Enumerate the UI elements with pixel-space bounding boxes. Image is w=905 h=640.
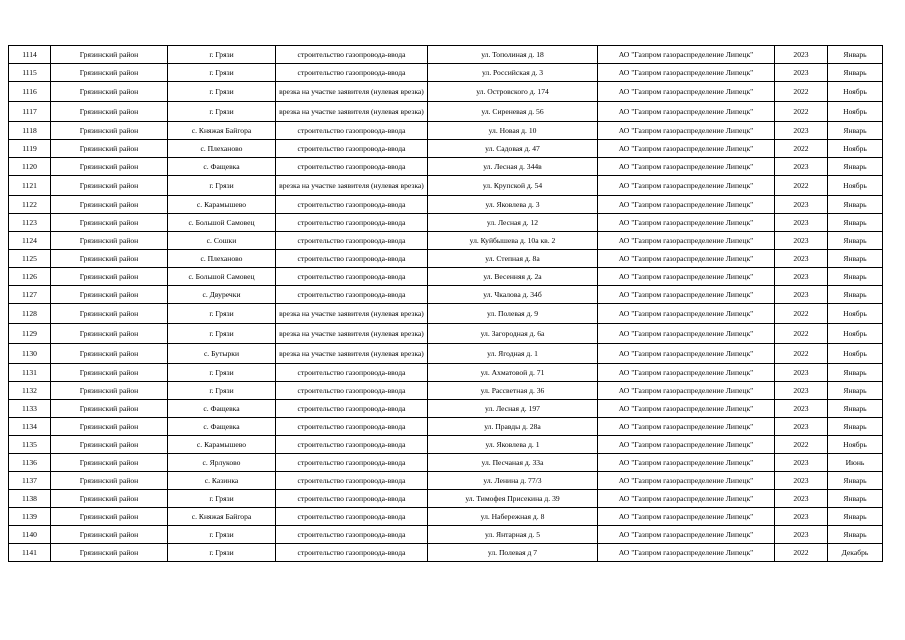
table-row [9,508,883,526]
work-type-cell: строительство газопровода-ввода [276,526,428,544]
work-type-cell: строительство газопровода-ввода [276,250,428,268]
row-number-cell: 1115 [9,64,51,82]
work-type-cell: строительство газопровода-ввода [276,364,428,382]
organization-cell: АО "Газпром газораспределение Липецк" [598,196,775,214]
organization-cell: АО "Газпром газораспределение Липецк" [598,82,775,102]
address-cell: ул. Яковлева д. 3 [428,196,598,214]
table-row [9,64,883,82]
district-cell: Грязинский район [51,158,168,176]
address-cell: ул. Степная д. 8а [428,250,598,268]
settlement-cell: г. Грязи [168,364,276,382]
district-cell: Грязинский район [51,364,168,382]
year-cell: 2023 [775,382,828,400]
month-cell: Январь [828,250,883,268]
district-cell: Грязинский район [51,400,168,418]
year-cell: 2022 [775,140,828,158]
table-row [9,286,883,304]
district-cell: Грязинский район [51,64,168,82]
district-cell: Грязинский район [51,250,168,268]
address-cell: ул. Яковлева д. 1 [428,436,598,454]
district-cell: Грязинский район [51,214,168,232]
row-number-cell: 1120 [9,158,51,176]
address-cell: ул. Набережная д. 8 [428,508,598,526]
year-cell: 2022 [775,324,828,344]
work-type-cell: строительство газопровода-ввода [276,490,428,508]
settlement-cell: с. Сошки [168,232,276,250]
row-number-cell: 1133 [9,400,51,418]
row-number-cell: 1122 [9,196,51,214]
year-cell: 2022 [775,304,828,324]
district-cell: Грязинский район [51,176,168,196]
settlement-cell: г. Грязи [168,304,276,324]
organization-cell: АО "Газпром газораспределение Липецк" [598,176,775,196]
work-type-cell: строительство газопровода-ввода [276,122,428,140]
district-cell: Грязинский район [51,140,168,158]
month-cell: Январь [828,64,883,82]
year-cell: 2023 [775,122,828,140]
row-number-cell: 1121 [9,176,51,196]
year-cell: 2023 [775,508,828,526]
address-cell: ул. Ягодная д. 1 [428,344,598,364]
year-cell: 2023 [775,64,828,82]
address-cell: ул. Лесная д. 12 [428,214,598,232]
month-cell: Январь [828,382,883,400]
month-cell: Январь [828,364,883,382]
gas-connection-table [8,45,883,562]
table-row [9,122,883,140]
table-row [9,158,883,176]
settlement-cell: г. Грязи [168,526,276,544]
district-cell: Грязинский район [51,544,168,562]
settlement-cell: с. Казинка [168,472,276,490]
work-type-cell: врезка на участке заявителя (нулевая врезка) [276,176,428,196]
month-cell: Январь [828,490,883,508]
month-cell: Январь [828,232,883,250]
settlement-cell: с. Большой Самовец [168,214,276,232]
district-cell: Грязинский район [51,490,168,508]
table-row [9,46,883,64]
district-cell: Грязинский район [51,196,168,214]
work-type-cell: врезка на участке заявителя (нулевая врезка) [276,304,428,324]
organization-cell: АО "Газпром газораспределение Липецк" [598,324,775,344]
table-row [9,382,883,400]
table-row [9,232,883,250]
organization-cell: АО "Газпром газораспределение Липецк" [598,232,775,250]
address-cell: ул. Янтарная д. 5 [428,526,598,544]
year-cell: 2023 [775,232,828,250]
table-row [9,344,883,364]
year-cell: 2023 [775,418,828,436]
work-type-cell: строительство газопровода-ввода [276,454,428,472]
year-cell: 2023 [775,158,828,176]
settlement-cell: с. Ярлуково [168,454,276,472]
month-cell: Ноябрь [828,102,883,122]
row-number-cell: 1132 [9,382,51,400]
settlement-cell: с. Княжая Байгора [168,122,276,140]
settlement-cell: г. Грязи [168,176,276,196]
table-row [9,324,883,344]
address-cell: ул. Сиреневая д. 56 [428,102,598,122]
table-row [9,140,883,158]
month-cell: Январь [828,472,883,490]
district-cell: Грязинский район [51,102,168,122]
row-number-cell: 1123 [9,214,51,232]
district-cell: Грязинский район [51,508,168,526]
year-cell: 2023 [775,286,828,304]
table-row [9,490,883,508]
row-number-cell: 1139 [9,508,51,526]
work-type-cell: врезка на участке заявителя (нулевая врезка) [276,102,428,122]
row-number-cell: 1135 [9,436,51,454]
year-cell: 2022 [775,544,828,562]
row-number-cell: 1138 [9,490,51,508]
year-cell: 2022 [775,344,828,364]
settlement-cell: с. Фащевка [168,400,276,418]
organization-cell: АО "Газпром газораспределение Липецк" [598,304,775,324]
year-cell: 2023 [775,250,828,268]
month-cell: Ноябрь [828,176,883,196]
year-cell: 2023 [775,472,828,490]
address-cell: ул. Лесная д. 197 [428,400,598,418]
district-cell: Грязинский район [51,122,168,140]
row-number-cell: 1118 [9,122,51,140]
work-type-cell: строительство газопровода-ввода [276,418,428,436]
month-cell: Январь [828,122,883,140]
row-number-cell: 1119 [9,140,51,158]
district-cell: Грязинский район [51,232,168,250]
work-type-cell: врезка на участке заявителя (нулевая врезка) [276,344,428,364]
row-number-cell: 1127 [9,286,51,304]
work-type-cell: строительство газопровода-ввода [276,196,428,214]
month-cell: Ноябрь [828,436,883,454]
district-cell: Грязинский район [51,526,168,544]
organization-cell: АО "Газпром газораспределение Липецк" [598,382,775,400]
settlement-cell: с. Карамышево [168,436,276,454]
organization-cell: АО "Газпром газораспределение Липецк" [598,102,775,122]
address-cell: ул. Российская д. 3 [428,64,598,82]
organization-cell: АО "Газпром газораспределение Липецк" [598,250,775,268]
organization-cell: АО "Газпром газораспределение Липецк" [598,158,775,176]
row-number-cell: 1131 [9,364,51,382]
table-row [9,526,883,544]
district-cell: Грязинский район [51,324,168,344]
address-cell: ул. Загородная д. 6а [428,324,598,344]
month-cell: Январь [828,214,883,232]
row-number-cell: 1125 [9,250,51,268]
organization-cell: АО "Газпром газораспределение Липецк" [598,418,775,436]
district-cell: Грязинский район [51,82,168,102]
settlement-cell: г. Грязи [168,64,276,82]
work-type-cell: строительство газопровода-ввода [276,508,428,526]
year-cell: 2023 [775,214,828,232]
settlement-cell: г. Грязи [168,324,276,344]
row-number-cell: 1124 [9,232,51,250]
organization-cell: АО "Газпром газораспределение Липецк" [598,454,775,472]
address-cell: ул. Крупской д. 54 [428,176,598,196]
settlement-cell: с. Бутырки [168,344,276,364]
address-cell: ул. Островского д. 174 [428,82,598,102]
table-row [9,82,883,102]
address-cell: ул. Весенняя д. 2а [428,268,598,286]
work-type-cell: строительство газопровода-ввода [276,140,428,158]
row-number-cell: 1129 [9,324,51,344]
organization-cell: АО "Газпром газораспределение Липецк" [598,286,775,304]
work-type-cell: строительство газопровода-ввода [276,214,428,232]
organization-cell: АО "Газпром газораспределение Липецк" [598,122,775,140]
year-cell: 2022 [775,82,828,102]
address-cell: ул. Садовая д. 47 [428,140,598,158]
district-cell: Грязинский район [51,436,168,454]
settlement-cell: г. Грязи [168,82,276,102]
district-cell: Грязинский район [51,286,168,304]
month-cell: Январь [828,508,883,526]
settlement-cell: с. Княжая Байгора [168,508,276,526]
month-cell: Июнь [828,454,883,472]
table-row [9,196,883,214]
address-cell: ул. Правды д. 28а [428,418,598,436]
month-cell: Январь [828,158,883,176]
organization-cell: АО "Газпром газораспределение Липецк" [598,140,775,158]
organization-cell: АО "Газпром газораспределение Липецк" [598,46,775,64]
work-type-cell: строительство газопровода-ввода [276,544,428,562]
settlement-cell: с. Карамышево [168,196,276,214]
year-cell: 2023 [775,490,828,508]
district-cell: Грязинский район [51,46,168,64]
address-cell: ул. Новая д. 10 [428,122,598,140]
work-type-cell: врезка на участке заявителя (нулевая врезка) [276,324,428,344]
district-cell: Грязинский район [51,472,168,490]
row-number-cell: 1116 [9,82,51,102]
year-cell: 2023 [775,526,828,544]
month-cell: Январь [828,400,883,418]
address-cell: ул. Полевая д 7 [428,544,598,562]
address-cell: ул. Ленина д. 77/3 [428,472,598,490]
row-number-cell: 1117 [9,102,51,122]
month-cell: Январь [828,46,883,64]
work-type-cell: строительство газопровода-ввода [276,400,428,418]
district-cell: Грязинский район [51,344,168,364]
table-row [9,268,883,286]
settlement-cell: с. Плеханово [168,140,276,158]
settlement-cell: с. Двуречки [168,286,276,304]
work-type-cell: строительство газопровода-ввода [276,64,428,82]
row-number-cell: 1134 [9,418,51,436]
settlement-cell: с. Фащевка [168,158,276,176]
month-cell: Ноябрь [828,304,883,324]
organization-cell: АО "Газпром газораспределение Липецк" [598,64,775,82]
month-cell: Январь [828,196,883,214]
year-cell: 2023 [775,46,828,64]
year-cell: 2022 [775,176,828,196]
month-cell: Ноябрь [828,82,883,102]
organization-cell: АО "Газпром газораспределение Липецк" [598,436,775,454]
row-number-cell: 1130 [9,344,51,364]
row-number-cell: 1141 [9,544,51,562]
organization-cell: АО "Газпром газораспределение Липецк" [598,472,775,490]
address-cell: ул. Тимофея Присекина д. 39 [428,490,598,508]
table-row [9,454,883,472]
table-row [9,436,883,454]
month-cell: Ноябрь [828,324,883,344]
row-number-cell: 1140 [9,526,51,544]
settlement-cell: г. Грязи [168,382,276,400]
month-cell: Январь [828,286,883,304]
year-cell: 2022 [775,102,828,122]
month-cell: Январь [828,418,883,436]
settlement-cell: с. Фащевка [168,418,276,436]
work-type-cell: строительство газопровода-ввода [276,436,428,454]
month-cell: Ноябрь [828,344,883,364]
settlement-cell: г. Грязи [168,544,276,562]
organization-cell: АО "Газпром газораспределение Липецк" [598,268,775,286]
table-row [9,304,883,324]
address-cell: ул. Ахматовой д. 71 [428,364,598,382]
row-number-cell: 1114 [9,46,51,64]
work-type-cell: строительство газопровода-ввода [276,268,428,286]
year-cell: 2022 [775,436,828,454]
address-cell: ул. Полевая д. 9 [428,304,598,324]
organization-cell: АО "Газпром газораспределение Липецк" [598,344,775,364]
work-type-cell: строительство газопровода-ввода [276,382,428,400]
table-row [9,102,883,122]
work-type-cell: строительство газопровода-ввода [276,46,428,64]
address-cell: ул. Рассветная д. 36 [428,382,598,400]
year-cell: 2023 [775,400,828,418]
district-cell: Грязинский район [51,268,168,286]
address-cell: ул. Тополиная д. 18 [428,46,598,64]
table-row [9,214,883,232]
settlement-cell: г. Грязи [168,490,276,508]
row-number-cell: 1136 [9,454,51,472]
table-row [9,364,883,382]
settlement-cell: г. Грязи [168,46,276,64]
table-row [9,250,883,268]
table-row [9,418,883,436]
month-cell: Январь [828,526,883,544]
table-row [9,400,883,418]
district-cell: Грязинский район [51,418,168,436]
year-cell: 2023 [775,268,828,286]
month-cell: Январь [828,268,883,286]
organization-cell: АО "Газпром газораспределение Липецк" [598,508,775,526]
work-type-cell: строительство газопровода-ввода [276,472,428,490]
table-body [9,46,883,562]
address-cell: ул. Песчаная д. 33а [428,454,598,472]
address-cell: ул. Лесная д. 344в [428,158,598,176]
settlement-cell: с. Большой Самовец [168,268,276,286]
settlement-cell: г. Грязи [168,102,276,122]
month-cell: Декабрь [828,544,883,562]
work-type-cell: строительство газопровода-ввода [276,158,428,176]
district-cell: Грязинский район [51,454,168,472]
district-cell: Грязинский район [51,304,168,324]
table-row [9,544,883,562]
organization-cell: АО "Газпром газораспределение Липецк" [598,400,775,418]
row-number-cell: 1126 [9,268,51,286]
row-number-cell: 1137 [9,472,51,490]
work-type-cell: строительство газопровода-ввода [276,286,428,304]
settlement-cell: с. Плеханово [168,250,276,268]
year-cell: 2023 [775,454,828,472]
month-cell: Ноябрь [828,140,883,158]
address-cell: ул. Чкалова д. 34б [428,286,598,304]
organization-cell: АО "Газпром газораспределение Липецк" [598,364,775,382]
district-cell: Грязинский район [51,382,168,400]
year-cell: 2023 [775,196,828,214]
address-cell: ул. Куйбышева д. 10а кв. 2 [428,232,598,250]
row-number-cell: 1128 [9,304,51,324]
table-row [9,472,883,490]
work-type-cell: строительство газопровода-ввода [276,232,428,250]
work-type-cell: врезка на участке заявителя (нулевая врезка) [276,82,428,102]
organization-cell: АО "Газпром газораспределение Липецк" [598,214,775,232]
table-row [9,176,883,196]
organization-cell: АО "Газпром газораспределение Липецк" [598,544,775,562]
year-cell: 2023 [775,364,828,382]
organization-cell: АО "Газпром газораспределение Липецк" [598,490,775,508]
organization-cell: АО "Газпром газораспределение Липецк" [598,526,775,544]
